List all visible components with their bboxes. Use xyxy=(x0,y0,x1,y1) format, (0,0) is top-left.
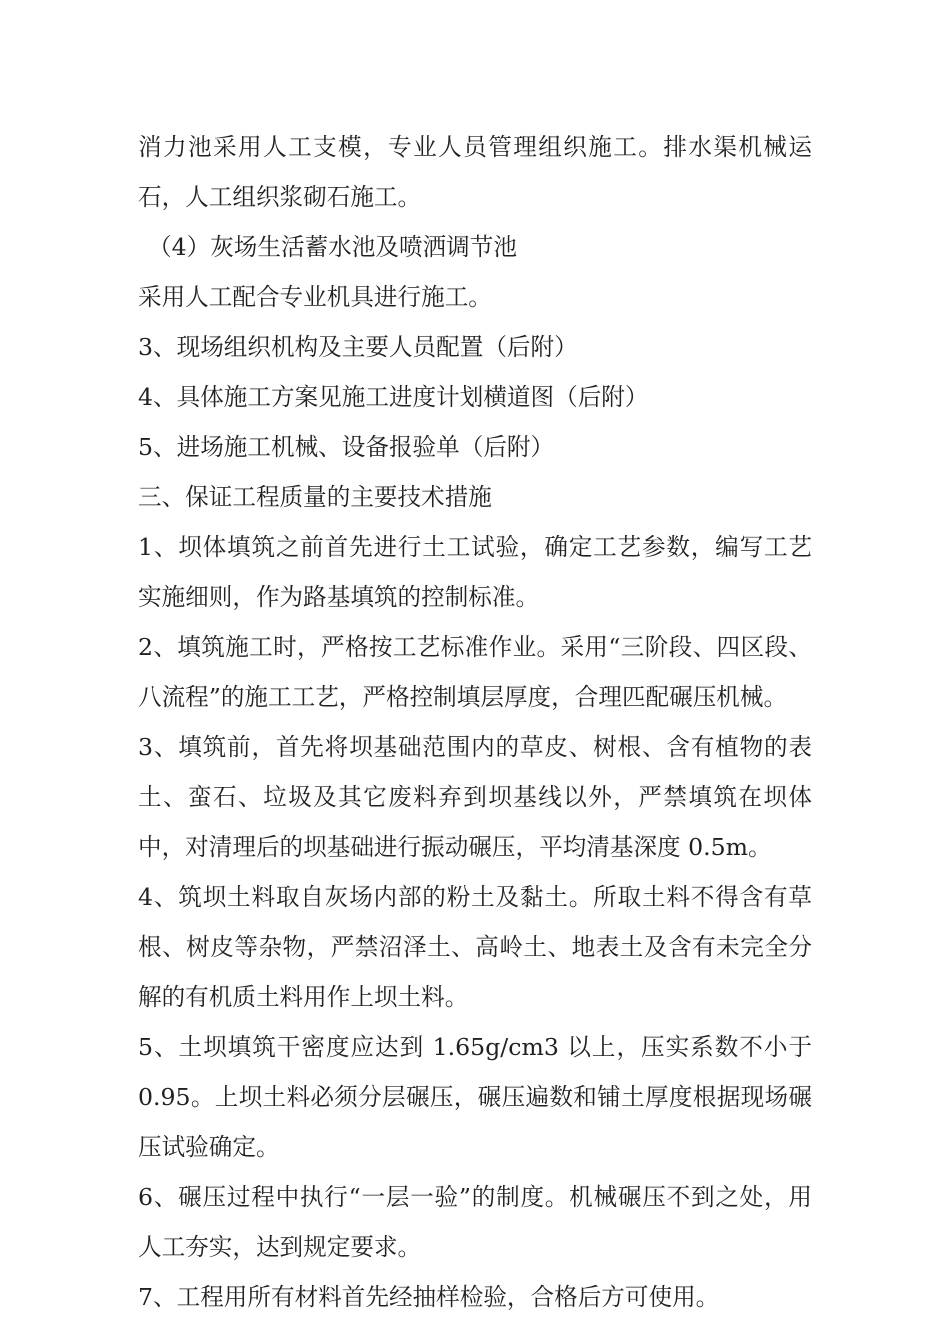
paragraph-measure-1: 1、坝体填筑之前首先进行土工试验，确定工艺参数，编写工艺实施细则，作为路基填筑的控制标准。 xyxy=(138,533,812,611)
paragraph-list-3: 3、现场组织机构及主要人员配置（后附） xyxy=(138,333,578,361)
paragraph-xiaolichi-construction: 消力池采用人工支模，专业人员管理组织施工。排水渠机械运石，人工组织浆砌石施工。 xyxy=(138,133,812,211)
paragraph-measure-5: 5、土坝填筑干密度应达到 1.65g/cm3 以上，压实系数不小于 0.95。上坝土料必须分层碾压，碾压遍数和铺土厚度根据现场碾压试验确定。 xyxy=(138,1033,820,1161)
paragraph-list-5: 5、进场施工机械、设备报验单（后附） xyxy=(138,433,555,461)
document-text-column xyxy=(138,122,820,1322)
paragraph-item-4-heading: （4）灰场生活蓄水池及喷洒调节池 xyxy=(148,233,517,261)
paragraph-item-4-body: 采用人工配合专业机具进行施工。 xyxy=(138,283,492,311)
paragraph-measure-4: 4、筑坝土料取自灰场内部的粉土及黏土。所取土料不得含有草根、树皮等杂物，严禁沼泽土、高岭土、地表土及含有未完全分解的有机质土料用作上坝土料。 xyxy=(138,883,812,1011)
paragraph-measure-7: 7、工程用所有材料首先经抽样检验，合格后方可使用。 xyxy=(138,1283,720,1311)
paragraph-list-4: 4、具体施工方案见施工进度计划横道图（后附） xyxy=(138,383,649,411)
paragraph-measure-3: 3、填筑前，首先将坝基础范围内的草皮、树根、含有植物的表土、蛮石、垃圾及其它废料弃到坝基线以外，严禁填筑在坝体中，对清理后的坝基础进行振动碾压，平均清基深度 0.5m。 xyxy=(138,733,812,861)
paragraph-section-heading-3: 三、保证工程质量的主要技术措施 xyxy=(138,483,492,511)
paragraph-measure-6: 6、碾压过程中执行“一层一验”的制度。机械碾压不到之处，用人工夯实，达到规定要求。 xyxy=(138,1183,812,1261)
paragraph-measure-2: 2、填筑施工时，严格按工艺标准作业。采用“三阶段、四区段、八流程”的施工工艺，严格控制填层厚度，合理匹配碾压机械。 xyxy=(138,633,812,711)
